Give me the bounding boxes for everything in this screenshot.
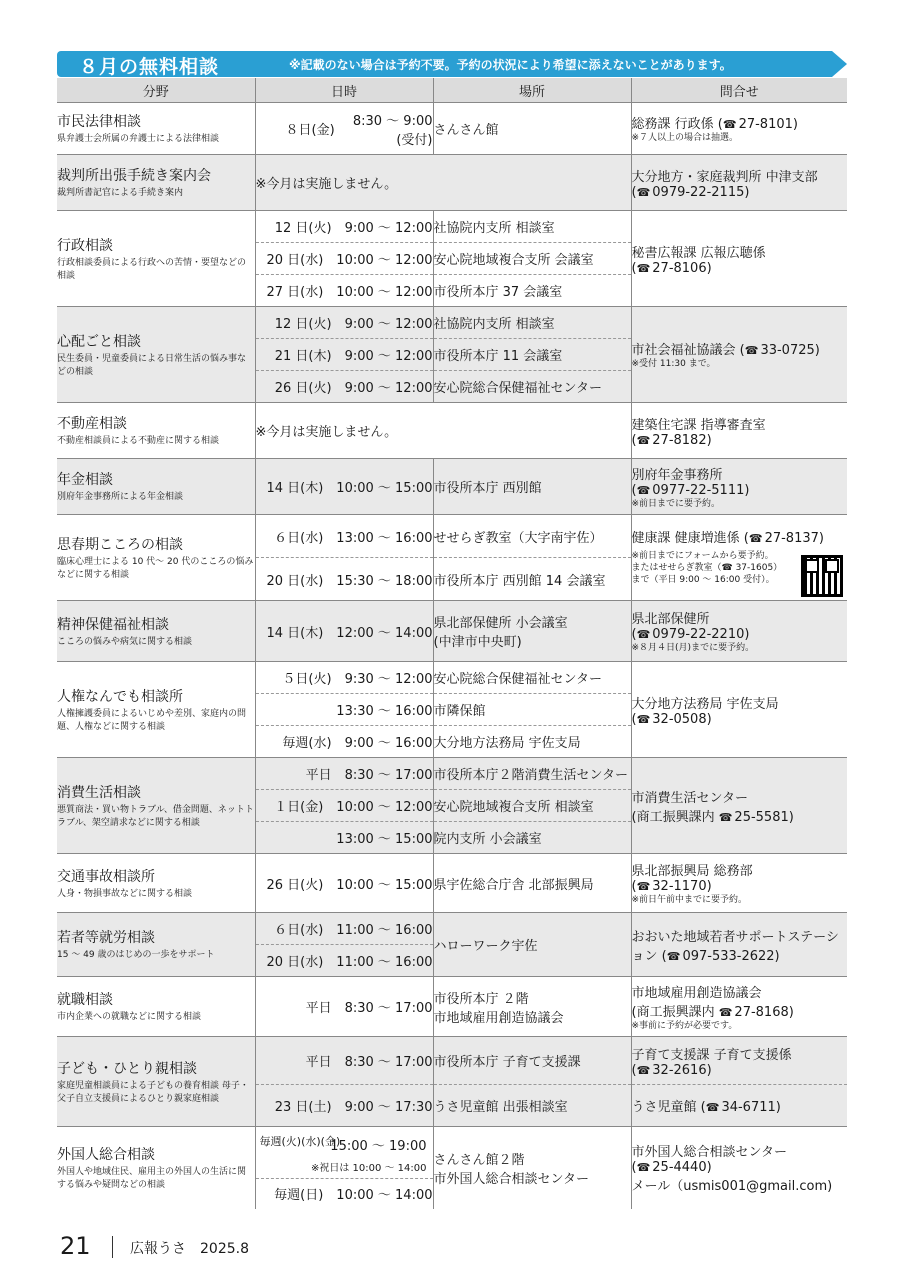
table-row: [57, 307, 847, 339]
category-cell: [57, 307, 255, 403]
phone-number: ☎ 0979-22-2115: [637, 185, 745, 200]
place-cell: 安心院地域複合支所 相談室: [433, 790, 631, 822]
phone-number: ☎ 27-8168: [719, 1005, 789, 1020]
place-cell: 市役所本庁 11 会議室: [433, 339, 631, 371]
table-row: [57, 403, 847, 459]
phone-number: ☎ 27-8182: [637, 433, 707, 448]
contact-cell: 大分地方・家庭裁判所 中津支部 (☎ 0979-22-2115): [631, 155, 847, 211]
contact-cell: 市外国人総合相談センター (☎ 25-4440) メール（usmis001@gmail.com): [631, 1127, 847, 1209]
contact-name: 大分地方・家庭裁判所 中津支部: [631, 169, 818, 185]
category-desc: 民生委員・児童委員による日常生活の悩み事などの相談: [57, 353, 247, 377]
contact-cell: うさ児童館 (☎ 34-6711): [631, 1085, 847, 1127]
category-cell: [57, 662, 255, 758]
contact-cell: 市社会福祉協議会 (☎ 33-0725) ※受付 11:30 まで。: [631, 307, 847, 403]
contact-name: 総務課 行政係: [631, 117, 714, 132]
table-row: [57, 211, 847, 243]
category-name: 不動産相談: [57, 416, 127, 432]
contact-cell: 大分地方法務局 宇佐支局 (☎ 32-0508): [631, 662, 847, 758]
datetime-cell: ６日(水) 13:00 ～ 16:00: [255, 515, 433, 558]
contact-cell: 秘書広報課 広報広聴係 (☎ 27-8106): [631, 211, 847, 307]
category-cell: [57, 211, 255, 307]
date-text: ８日(金): [285, 123, 335, 138]
contact-note: ※７人以上の場合は抽選。: [631, 133, 739, 143]
phone-number: ☎ 097-533-2622: [667, 949, 775, 964]
phone-number: ☎ 34-6711: [706, 1100, 776, 1115]
contact-name: 県北部振興局 総務部: [631, 864, 753, 879]
day-text: 毎週(火)(水)(金): [259, 1135, 341, 1148]
category-cell: [57, 854, 255, 913]
category-cell: [57, 403, 255, 459]
datetime-cell: ５日(火) 9:30 ～ 12:00: [255, 662, 433, 694]
phone-number: ☎ 0979-22-2210: [637, 627, 745, 642]
contact-name: 市消費生活センター: [631, 790, 748, 806]
contact-cell: 県北部振興局 総務部 (☎ 32-1170) ※前日午前中までに要予約。: [631, 854, 847, 913]
time-text: 8:30 ～ 9:00: [352, 113, 433, 129]
phone-number: ☎ 25-5581: [719, 810, 789, 825]
category-desc: 家庭児童相談員による子どもの養育相談 母子・父子自立支援員によるひとり親家庭相談: [57, 1080, 249, 1104]
table-row: [57, 854, 847, 913]
datetime-cell: 26 日(火) 9:00 ～ 12:00: [255, 371, 433, 403]
table-header-row: [57, 78, 847, 103]
page-number: 21: [60, 1232, 91, 1260]
header-datetime: 日時: [255, 78, 433, 103]
category-desc: 悪質商法・買い物トラブル、借金問題、ネットトラブル、架空請求などに関する相談: [57, 804, 254, 828]
category-desc: 行政相談委員による行政への苦情・要望などの相談: [57, 257, 247, 281]
no-session-text: ※今月は実施しません。: [255, 403, 631, 459]
datetime-cell: 平日 8:30 ～ 17:00: [255, 758, 433, 790]
category-desc: こころの悩みや病気に関する相談: [57, 636, 193, 647]
time-note: (受付): [396, 132, 433, 148]
place-cell: 社協院内支所 相談室: [433, 211, 631, 243]
contact-name: 子育て支援課 子育て支援係: [631, 1047, 792, 1063]
category-cell: [57, 1127, 255, 1209]
datetime-cell: 21 日(木) 9:00 ～ 12:00: [255, 339, 433, 371]
category-cell: [57, 1037, 255, 1127]
category-desc: 外国人や地域住民、雇用主の外国人の生活に関する悩みや疑問などの相談: [57, 1166, 247, 1190]
table-row: [57, 103, 847, 155]
table-row: [57, 459, 847, 515]
datetime-cell: 23 日(土) 9:00 ～ 17:30: [255, 1085, 433, 1127]
table-row: [57, 601, 847, 662]
datetime-cell: 13:00 ～ 15:00: [255, 822, 433, 854]
section-title: ８月の無料相談: [79, 56, 220, 78]
contact-note: ※受付 11:30 まで。: [631, 359, 716, 369]
footer-divider: [112, 1236, 113, 1258]
category-desc: 人権擁護委員によるいじめや差別、家庭内の問題、人権などに関する相談: [57, 708, 247, 732]
place-cell: 大分地方法務局 宇佐支局: [433, 726, 631, 758]
category-desc: 裁判所書記官による手続き案内: [57, 188, 184, 198]
phone-number: ☎ 32-2616: [637, 1063, 707, 1078]
category-desc: 市内企業への就職などに関する相談: [57, 1012, 202, 1022]
datetime-cell: 平日 8:30 ～ 17:00: [255, 977, 433, 1037]
contact-cell: おおいた地域若者サポートステーション (☎ 097-533-2622): [631, 913, 847, 977]
contact-name: 健康課 健康増進係: [631, 531, 740, 546]
category-name: 市民法律相談: [57, 114, 141, 130]
phone-number: ☎ 32-0508: [637, 712, 707, 727]
category-desc: 県弁護士会所属の弁護士による法律相談: [57, 134, 220, 144]
table-row: [57, 977, 847, 1037]
datetime-cell: 20 日(水) 15:30 ～ 18:00: [255, 558, 433, 601]
contact-note: まで（平日 9:00 ～ 16:00 受付）。: [631, 575, 775, 585]
category-cell: [57, 977, 255, 1037]
header-field: 分野: [57, 78, 255, 103]
datetime-cell: ６日(水) 11:00 ～ 16:00: [255, 913, 433, 945]
contact-name: 市社会福祉協議会: [631, 343, 736, 358]
category-name: 心配ごと相談: [57, 333, 141, 350]
section-note: ※記載のない場合は予約不要。予約の状況により希望に添えないことがあります。: [289, 58, 732, 72]
datetime-cell: [255, 1127, 433, 1179]
category-name: 就職相談: [57, 992, 113, 1008]
contact-name: 市地域雇用創造協議会: [631, 985, 762, 1001]
place-text: (中津市中央町): [433, 635, 522, 650]
contact-cell: [631, 758, 847, 854]
datetime-cell: １日(金) 10:00 ～ 12:00: [255, 790, 433, 822]
category-name: 年金相談: [57, 472, 113, 488]
datetime-cell: 14 日(木) 12:00 ～ 14:00: [255, 601, 433, 662]
contact-name: 別府年金事務所: [631, 467, 723, 483]
phone-number: ☎ 27-8137: [749, 531, 819, 546]
category-desc: 不動産相談員による不動産に関する相談: [57, 436, 220, 446]
category-cell: [57, 155, 255, 211]
section-banner: [57, 51, 847, 77]
contact-name: 大分地方法務局 宇佐支局: [631, 696, 779, 712]
no-session-text: ※今月は実施しません。: [255, 155, 631, 211]
datetime-cell: 平日 8:30 ～ 17:00: [255, 1037, 433, 1085]
table-row: [57, 913, 847, 945]
datetime-cell: [255, 103, 433, 155]
table-row: [57, 1127, 847, 1179]
category-cell: [57, 103, 255, 155]
place-cell: [433, 601, 631, 662]
contact-note: ※前日までに要予約。: [631, 498, 721, 509]
contact-note: ※８月４日(月)までに要予約。: [631, 643, 755, 653]
contact-cell: 健康課 健康増進係 (☎ 27-8137) ※前日までにフォームから要予約。 またはせせらぎ教室（☎ 37-1605） まで（平日 9:00 ～ 16:00 受付）。: [631, 515, 847, 601]
contact-cell: [631, 977, 847, 1037]
place-text: 市役所本庁 ２階: [433, 991, 529, 1007]
place-cell: 市役所本庁 西別館 14 会議室: [433, 558, 631, 601]
place-cell: さんさん館: [433, 103, 631, 155]
table-row: [57, 515, 847, 558]
header-place: 場所: [433, 78, 631, 103]
category-name: 裁判所出張手続き案内会: [57, 168, 211, 184]
contact-name: 秘書広報課 広報広聴係: [631, 245, 766, 261]
close-paren: ): [788, 1004, 794, 1020]
category-name: 行政相談: [57, 237, 113, 254]
place-cell: [433, 1127, 631, 1209]
datetime-cell: 14 日(木) 10:00 ～ 15:00: [255, 459, 433, 515]
phone-number: ☎ 33-0725: [745, 343, 815, 358]
place-cell: うさ児童館 出張相談室: [433, 1085, 631, 1127]
contact-cell: 別府年金事務所 (☎ 0977-22-5111) ※前日までに要予約。: [631, 459, 847, 515]
phone-number: ☎ 25-4440: [637, 1160, 707, 1175]
place-cell: 院内支所 小会議室: [433, 822, 631, 854]
category-desc: 別府年金事務所による年金相談: [57, 492, 184, 502]
category-desc: 人身・物損事故などに関する相談: [57, 888, 193, 899]
place-cell: [433, 977, 631, 1037]
close-paren: ): [788, 809, 794, 825]
contact-name: おおいた地域若者サポートステーション: [631, 929, 839, 964]
place-cell: 安心院総合保健福祉センター: [433, 662, 631, 694]
place-cell: せせらぎ教室（大字南宇佐）: [433, 515, 631, 558]
contact-sub: (商工振興課内: [631, 1004, 715, 1020]
table-row: [57, 662, 847, 694]
contact-note: ※事前に予約が必要です。: [631, 1020, 738, 1031]
category-name: 外国人総合相談: [57, 1146, 155, 1163]
category-cell: [57, 601, 255, 662]
contact-cell: 建築住宅課 指導審査室 (☎ 27-8182): [631, 403, 847, 459]
place-cell: 市隣保館: [433, 694, 631, 726]
contact-name: うさ児童館: [631, 1100, 697, 1115]
category-cell: [57, 515, 255, 601]
contact-name: 建築住宅課 指導審査室: [631, 417, 766, 433]
contact-note: ※前日午前中までに要予約。: [631, 895, 748, 905]
contact-note: またはせせらぎ教室（☎ 37-1605）: [631, 563, 783, 573]
place-text: さんさん館２階: [433, 1152, 525, 1168]
datetime-cell: 13:30 ～ 16:00: [255, 694, 433, 726]
place-cell: 安心院地域複合支所 会議室: [433, 243, 631, 275]
contact-name: 県北部保健所: [631, 612, 710, 627]
datetime-cell: 26 日(火) 10:00 ～ 15:00: [255, 854, 433, 913]
page-footer: [60, 1232, 249, 1260]
datetime-cell: 12 日(火) 9:00 ～ 12:00: [255, 211, 433, 243]
datetime-cell: 20 日(水) 10:00 ～ 12:00: [255, 243, 433, 275]
category-name: 消費生活相談: [57, 784, 141, 801]
place-cell: 県宇佐総合庁舎 北部振興局: [433, 854, 631, 913]
contact-cell: 総務課 行政係 (☎ 27-8101) ※７人以上の場合は抽選。: [631, 103, 847, 155]
place-text: 県北部保健所 小会議室: [433, 616, 568, 631]
datetime-cell: 毎週(日) 10:00 ～ 14:00: [255, 1179, 433, 1209]
contact-name: 市外国人総合相談センター: [631, 1145, 787, 1161]
place-text: 市外国人総合相談センター: [433, 1171, 589, 1187]
consultation-table: [57, 78, 847, 1209]
publication-name: 広報うさ 2025.8: [130, 1241, 249, 1257]
email-text: メール（usmis001@gmail.com): [631, 1179, 833, 1195]
datetime-cell: 12 日(火) 9:00 ～ 12:00: [255, 307, 433, 339]
phone-number: ☎ 27-8101: [723, 117, 793, 132]
phone-number: ☎ 0977-22-5111: [637, 483, 745, 498]
contact-note: ※前日までにフォームから要予約。: [631, 551, 774, 561]
category-desc: 15 ～ 49 歳のはじめの一歩をサポート: [57, 950, 215, 960]
category-name: 人権なんでも相談所: [57, 688, 183, 705]
place-cell: 安心院総合保健福祉センター: [433, 371, 631, 403]
place-cell: 社協院内支所 相談室: [433, 307, 631, 339]
category-cell: [57, 913, 255, 977]
category-cell: [57, 459, 255, 515]
datetime-cell: 毎週(水) 9:00 ～ 16:00: [255, 726, 433, 758]
table-row: [57, 155, 847, 211]
contact-cell: 県北部保健所 (☎ 0979-22-2210) ※８月４日(月)までに要予約。: [631, 601, 847, 662]
category-cell: [57, 758, 255, 854]
contact-sub: (商工振興課内: [631, 809, 715, 825]
datetime-cell: 20 日(水) 11:00 ～ 16:00: [255, 945, 433, 977]
category-desc: 臨床心理士による 10 代～ 20 代のこころの悩みなどに関する相談: [57, 556, 254, 580]
category-name: 交通事故相談所: [57, 868, 155, 885]
place-cell: 市役所本庁 西別館: [433, 459, 631, 515]
header-contact: 問合せ: [631, 78, 847, 103]
category-name: 精神保健福祉相談: [57, 616, 169, 633]
category-name: 若者等就労相談: [57, 930, 155, 946]
time-text: 15:00 ～ 19:00: [330, 1139, 427, 1154]
holiday-note: ※祝日は 10:00 ～ 14:00: [310, 1163, 427, 1174]
category-name: 子ども・ひとり親相談: [57, 1060, 197, 1077]
contact-cell: 子育て支援課 子育て支援係 (☎ 32-2616): [631, 1037, 847, 1085]
place-cell: 市役所本庁２階消費生活センター: [433, 758, 631, 790]
qr-code-icon[interactable]: [801, 555, 843, 597]
datetime-cell: 27 日(水) 10:00 ～ 12:00: [255, 275, 433, 307]
place-cell: 市役所本庁 子育て支援課: [433, 1037, 631, 1085]
phone-number: ☎ 32-1170: [637, 879, 707, 894]
table-row: [57, 1037, 847, 1085]
table-row: [57, 758, 847, 790]
place-cell: ハローワーク宇佐: [433, 913, 631, 977]
phone-number: ☎ 27-8106: [637, 261, 707, 276]
place-text: 市地域雇用創造協議会: [433, 1010, 564, 1026]
category-name: 思春期こころの相談: [57, 536, 183, 553]
place-cell: 市役所本庁 37 会議室: [433, 275, 631, 307]
